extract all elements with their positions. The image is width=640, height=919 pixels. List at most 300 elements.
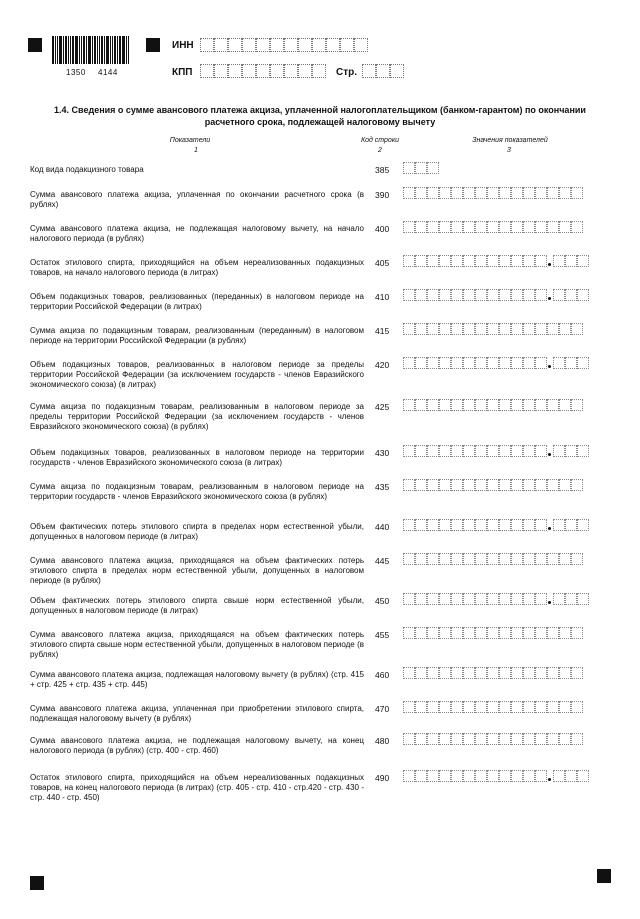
value-cell[interactable] (427, 399, 439, 411)
value-cell[interactable] (535, 399, 547, 411)
value-cell[interactable] (475, 357, 487, 369)
value-cell[interactable] (475, 593, 487, 605)
value-cell[interactable] (559, 553, 571, 565)
value-cell[interactable] (553, 255, 565, 267)
value-cell[interactable] (487, 553, 499, 565)
value-cell[interactable] (535, 187, 547, 199)
value-cell[interactable] (451, 553, 463, 565)
value-cell[interactable] (499, 357, 511, 369)
value-cell[interactable] (571, 323, 583, 335)
value-cell[interactable] (523, 627, 535, 639)
value-field-450[interactable] (403, 593, 589, 605)
value-cell[interactable] (463, 593, 475, 605)
value-cell[interactable] (439, 593, 451, 605)
kpp-cell[interactable] (228, 64, 242, 78)
value-cell[interactable] (565, 593, 577, 605)
value-cell[interactable] (463, 479, 475, 491)
value-cell[interactable] (559, 627, 571, 639)
value-cell[interactable] (463, 667, 475, 679)
value-cell[interactable] (475, 519, 487, 531)
value-cell[interactable] (577, 519, 589, 531)
inn-cell[interactable] (326, 38, 340, 52)
value-cell[interactable] (511, 289, 523, 301)
inn-cell[interactable] (270, 38, 284, 52)
inn-field[interactable] (200, 38, 368, 52)
kpp-cell[interactable] (298, 64, 312, 78)
value-cell[interactable] (415, 667, 427, 679)
value-cell[interactable] (499, 479, 511, 491)
page-cell[interactable] (390, 64, 404, 78)
value-field-410[interactable] (403, 289, 589, 301)
value-cell[interactable] (523, 187, 535, 199)
value-cell[interactable] (403, 221, 415, 233)
value-cell[interactable] (415, 255, 427, 267)
value-cell[interactable] (475, 627, 487, 639)
value-cell[interactable] (535, 289, 547, 301)
value-cell[interactable] (511, 255, 523, 267)
value-cell[interactable] (535, 323, 547, 335)
value-cell[interactable] (403, 667, 415, 679)
value-cell[interactable] (547, 221, 559, 233)
value-cell[interactable] (559, 479, 571, 491)
value-cell[interactable] (487, 323, 499, 335)
value-cell[interactable] (427, 667, 439, 679)
value-cell[interactable] (439, 399, 451, 411)
value-cell[interactable] (511, 187, 523, 199)
value-cell[interactable] (577, 770, 589, 782)
value-cell[interactable] (427, 323, 439, 335)
value-cell[interactable] (439, 701, 451, 713)
value-cell[interactable] (487, 445, 499, 457)
value-cell[interactable] (463, 519, 475, 531)
value-cell[interactable] (571, 733, 583, 745)
value-cell[interactable] (415, 399, 427, 411)
value-field-455[interactable] (403, 627, 583, 639)
value-cell[interactable] (415, 221, 427, 233)
value-cell[interactable] (403, 553, 415, 565)
value-cell[interactable] (499, 593, 511, 605)
value-cell[interactable] (439, 733, 451, 745)
value-cell[interactable] (439, 323, 451, 335)
value-cell[interactable] (487, 593, 499, 605)
value-cell[interactable] (565, 255, 577, 267)
value-cell[interactable] (499, 255, 511, 267)
value-cell[interactable] (451, 770, 463, 782)
value-cell[interactable] (571, 187, 583, 199)
kpp-field[interactable] (200, 64, 326, 78)
value-cell[interactable] (511, 593, 523, 605)
value-cell[interactable] (475, 255, 487, 267)
value-field-425[interactable] (403, 399, 583, 411)
value-cell[interactable] (427, 733, 439, 745)
value-cell[interactable] (487, 221, 499, 233)
value-cell[interactable] (571, 221, 583, 233)
kpp-cell[interactable] (312, 64, 326, 78)
value-cell[interactable] (511, 770, 523, 782)
value-cell[interactable] (451, 627, 463, 639)
value-cell[interactable] (547, 667, 559, 679)
value-cell[interactable] (415, 323, 427, 335)
kpp-cell[interactable] (256, 64, 270, 78)
value-cell[interactable] (499, 701, 511, 713)
value-cell[interactable] (577, 255, 589, 267)
inn-cell[interactable] (340, 38, 354, 52)
value-cell[interactable] (415, 627, 427, 639)
value-cell[interactable] (439, 667, 451, 679)
value-cell[interactable] (439, 627, 451, 639)
value-cell[interactable] (547, 479, 559, 491)
value-cell[interactable] (415, 357, 427, 369)
value-cell[interactable] (511, 519, 523, 531)
value-cell[interactable] (427, 445, 439, 457)
value-cell[interactable] (523, 553, 535, 565)
value-cell[interactable] (511, 323, 523, 335)
value-cell[interactable] (487, 357, 499, 369)
value-cell[interactable] (403, 399, 415, 411)
value-cell[interactable] (559, 399, 571, 411)
value-cell[interactable] (487, 627, 499, 639)
value-cell[interactable] (511, 221, 523, 233)
value-field-440[interactable] (403, 519, 589, 531)
value-cell[interactable] (463, 770, 475, 782)
value-cell[interactable] (427, 519, 439, 531)
value-cell[interactable] (547, 323, 559, 335)
value-cell[interactable] (403, 357, 415, 369)
value-cell[interactable] (439, 553, 451, 565)
value-field-400[interactable] (403, 221, 583, 233)
value-cell[interactable] (475, 289, 487, 301)
value-cell[interactable] (523, 399, 535, 411)
value-cell[interactable] (463, 445, 475, 457)
value-cell[interactable] (403, 627, 415, 639)
value-cell[interactable] (451, 399, 463, 411)
value-cell[interactable] (559, 323, 571, 335)
value-cell[interactable] (475, 445, 487, 457)
value-field-490[interactable] (403, 770, 589, 782)
value-cell[interactable] (487, 770, 499, 782)
value-cell[interactable] (427, 627, 439, 639)
value-cell[interactable] (547, 187, 559, 199)
value-field-470[interactable] (403, 701, 583, 713)
value-cell[interactable] (535, 667, 547, 679)
value-cell[interactable] (415, 187, 427, 199)
value-cell[interactable] (499, 445, 511, 457)
value-cell[interactable] (403, 479, 415, 491)
value-cell[interactable] (571, 701, 583, 713)
value-cell[interactable] (499, 221, 511, 233)
value-cell[interactable] (463, 733, 475, 745)
value-cell[interactable] (439, 187, 451, 199)
value-cell[interactable] (499, 553, 511, 565)
value-field-480[interactable] (403, 733, 583, 745)
value-cell[interactable] (415, 701, 427, 713)
inn-cell[interactable] (256, 38, 270, 52)
value-cell[interactable] (439, 289, 451, 301)
value-cell[interactable] (463, 627, 475, 639)
value-cell[interactable] (523, 221, 535, 233)
value-cell[interactable] (487, 667, 499, 679)
value-cell[interactable] (577, 593, 589, 605)
value-cell[interactable] (535, 627, 547, 639)
value-cell[interactable] (439, 357, 451, 369)
value-cell[interactable] (403, 187, 415, 199)
value-field-385[interactable] (403, 162, 439, 174)
value-cell[interactable] (427, 357, 439, 369)
value-cell[interactable] (403, 255, 415, 267)
value-cell[interactable] (487, 701, 499, 713)
value-cell[interactable] (463, 187, 475, 199)
value-cell[interactable] (451, 323, 463, 335)
value-cell[interactable] (451, 667, 463, 679)
value-cell[interactable] (547, 733, 559, 745)
page-number-field[interactable] (362, 64, 404, 78)
value-cell[interactable] (487, 519, 499, 531)
value-cell[interactable] (499, 519, 511, 531)
inn-cell[interactable] (242, 38, 256, 52)
value-cell[interactable] (499, 770, 511, 782)
value-cell[interactable] (535, 479, 547, 491)
value-cell[interactable] (535, 221, 547, 233)
inn-cell[interactable] (200, 38, 214, 52)
value-cell[interactable] (403, 289, 415, 301)
value-cell[interactable] (403, 701, 415, 713)
kpp-cell[interactable] (214, 64, 228, 78)
value-cell[interactable] (577, 445, 589, 457)
kpp-cell[interactable] (242, 64, 256, 78)
value-field-435[interactable] (403, 479, 583, 491)
value-cell[interactable] (535, 445, 547, 457)
value-cell[interactable] (451, 701, 463, 713)
value-cell[interactable] (499, 289, 511, 301)
value-cell[interactable] (451, 733, 463, 745)
value-field-390[interactable] (403, 187, 583, 199)
value-cell[interactable] (439, 770, 451, 782)
value-cell[interactable] (403, 770, 415, 782)
value-cell[interactable] (565, 770, 577, 782)
value-cell[interactable] (451, 593, 463, 605)
value-cell[interactable] (463, 701, 475, 713)
value-cell[interactable] (439, 255, 451, 267)
value-field-415[interactable] (403, 323, 583, 335)
value-cell[interactable] (415, 162, 427, 174)
value-cell[interactable] (487, 289, 499, 301)
value-cell[interactable] (511, 357, 523, 369)
value-cell[interactable] (427, 187, 439, 199)
value-cell[interactable] (487, 399, 499, 411)
inn-cell[interactable] (228, 38, 242, 52)
value-cell[interactable] (439, 519, 451, 531)
value-cell[interactable] (475, 187, 487, 199)
value-cell[interactable] (565, 289, 577, 301)
value-cell[interactable] (565, 445, 577, 457)
value-cell[interactable] (475, 701, 487, 713)
value-cell[interactable] (403, 593, 415, 605)
value-cell[interactable] (499, 399, 511, 411)
value-cell[interactable] (403, 323, 415, 335)
value-cell[interactable] (523, 289, 535, 301)
value-cell[interactable] (427, 255, 439, 267)
value-cell[interactable] (475, 733, 487, 745)
value-cell[interactable] (463, 289, 475, 301)
value-cell[interactable] (427, 479, 439, 491)
value-field-445[interactable] (403, 553, 583, 565)
value-cell[interactable] (427, 593, 439, 605)
inn-cell[interactable] (284, 38, 298, 52)
value-cell[interactable] (553, 593, 565, 605)
value-cell[interactable] (511, 627, 523, 639)
value-cell[interactable] (553, 519, 565, 531)
value-cell[interactable] (415, 519, 427, 531)
page-cell[interactable] (362, 64, 376, 78)
value-cell[interactable] (463, 399, 475, 411)
value-cell[interactable] (535, 770, 547, 782)
value-cell[interactable] (523, 255, 535, 267)
value-cell[interactable] (475, 399, 487, 411)
value-cell[interactable] (547, 553, 559, 565)
value-cell[interactable] (487, 479, 499, 491)
value-cell[interactable] (463, 255, 475, 267)
value-cell[interactable] (427, 701, 439, 713)
value-cell[interactable] (403, 445, 415, 457)
value-cell[interactable] (571, 627, 583, 639)
value-cell[interactable] (499, 323, 511, 335)
value-cell[interactable] (553, 357, 565, 369)
value-cell[interactable] (523, 357, 535, 369)
kpp-cell[interactable] (284, 64, 298, 78)
value-cell[interactable] (415, 770, 427, 782)
value-cell[interactable] (451, 519, 463, 531)
value-cell[interactable] (463, 221, 475, 233)
value-cell[interactable] (535, 733, 547, 745)
value-cell[interactable] (499, 187, 511, 199)
value-cell[interactable] (547, 701, 559, 713)
value-cell[interactable] (463, 323, 475, 335)
value-cell[interactable] (523, 770, 535, 782)
value-cell[interactable] (571, 667, 583, 679)
value-cell[interactable] (451, 221, 463, 233)
value-cell[interactable] (511, 733, 523, 745)
value-cell[interactable] (439, 479, 451, 491)
value-cell[interactable] (511, 667, 523, 679)
value-cell[interactable] (439, 445, 451, 457)
value-cell[interactable] (451, 479, 463, 491)
inn-cell[interactable] (354, 38, 368, 52)
value-cell[interactable] (451, 445, 463, 457)
value-cell[interactable] (451, 255, 463, 267)
value-cell[interactable] (559, 221, 571, 233)
kpp-cell[interactable] (270, 64, 284, 78)
value-cell[interactable] (535, 357, 547, 369)
value-cell[interactable] (535, 255, 547, 267)
value-cell[interactable] (427, 770, 439, 782)
value-cell[interactable] (475, 770, 487, 782)
value-cell[interactable] (523, 733, 535, 745)
value-cell[interactable] (571, 479, 583, 491)
value-cell[interactable] (499, 733, 511, 745)
value-cell[interactable] (577, 289, 589, 301)
value-cell[interactable] (403, 733, 415, 745)
value-cell[interactable] (559, 187, 571, 199)
value-cell[interactable] (415, 479, 427, 491)
value-cell[interactable] (511, 479, 523, 491)
value-cell[interactable] (415, 733, 427, 745)
value-cell[interactable] (427, 221, 439, 233)
value-field-430[interactable] (403, 445, 589, 457)
value-cell[interactable] (523, 593, 535, 605)
value-cell[interactable] (403, 162, 415, 174)
value-cell[interactable] (451, 187, 463, 199)
value-cell[interactable] (475, 479, 487, 491)
value-cell[interactable] (487, 733, 499, 745)
value-cell[interactable] (553, 445, 565, 457)
value-cell[interactable] (523, 445, 535, 457)
value-field-460[interactable] (403, 667, 583, 679)
value-cell[interactable] (553, 770, 565, 782)
value-cell[interactable] (415, 553, 427, 565)
value-cell[interactable] (475, 221, 487, 233)
value-cell[interactable] (553, 289, 565, 301)
value-cell[interactable] (523, 479, 535, 491)
value-cell[interactable] (463, 553, 475, 565)
value-field-420[interactable] (403, 357, 589, 369)
value-cell[interactable] (475, 553, 487, 565)
value-cell[interactable] (511, 553, 523, 565)
value-cell[interactable] (571, 399, 583, 411)
value-cell[interactable] (559, 667, 571, 679)
value-cell[interactable] (535, 701, 547, 713)
value-cell[interactable] (415, 289, 427, 301)
value-cell[interactable] (415, 593, 427, 605)
value-cell[interactable] (499, 627, 511, 639)
value-cell[interactable] (499, 667, 511, 679)
inn-cell[interactable] (298, 38, 312, 52)
value-cell[interactable] (523, 667, 535, 679)
value-cell[interactable] (571, 553, 583, 565)
value-cell[interactable] (523, 323, 535, 335)
value-field-405[interactable] (403, 255, 589, 267)
value-cell[interactable] (523, 519, 535, 531)
value-cell[interactable] (535, 593, 547, 605)
value-cell[interactable] (547, 399, 559, 411)
value-cell[interactable] (547, 627, 559, 639)
value-cell[interactable] (451, 289, 463, 301)
value-cell[interactable] (535, 553, 547, 565)
value-cell[interactable] (403, 519, 415, 531)
value-cell[interactable] (451, 357, 463, 369)
value-cell[interactable] (565, 519, 577, 531)
page-cell[interactable] (376, 64, 390, 78)
value-cell[interactable] (475, 323, 487, 335)
value-cell[interactable] (565, 357, 577, 369)
inn-cell[interactable] (312, 38, 326, 52)
value-cell[interactable] (487, 187, 499, 199)
value-cell[interactable] (427, 162, 439, 174)
value-cell[interactable] (475, 667, 487, 679)
value-cell[interactable] (511, 399, 523, 411)
value-cell[interactable] (535, 519, 547, 531)
value-cell[interactable] (415, 445, 427, 457)
value-cell[interactable] (463, 357, 475, 369)
inn-cell[interactable] (214, 38, 228, 52)
value-cell[interactable] (559, 701, 571, 713)
value-cell[interactable] (487, 255, 499, 267)
value-cell[interactable] (523, 701, 535, 713)
value-cell[interactable] (559, 733, 571, 745)
value-cell[interactable] (577, 357, 589, 369)
value-cell[interactable] (427, 289, 439, 301)
value-cell[interactable] (511, 701, 523, 713)
value-cell[interactable] (439, 221, 451, 233)
